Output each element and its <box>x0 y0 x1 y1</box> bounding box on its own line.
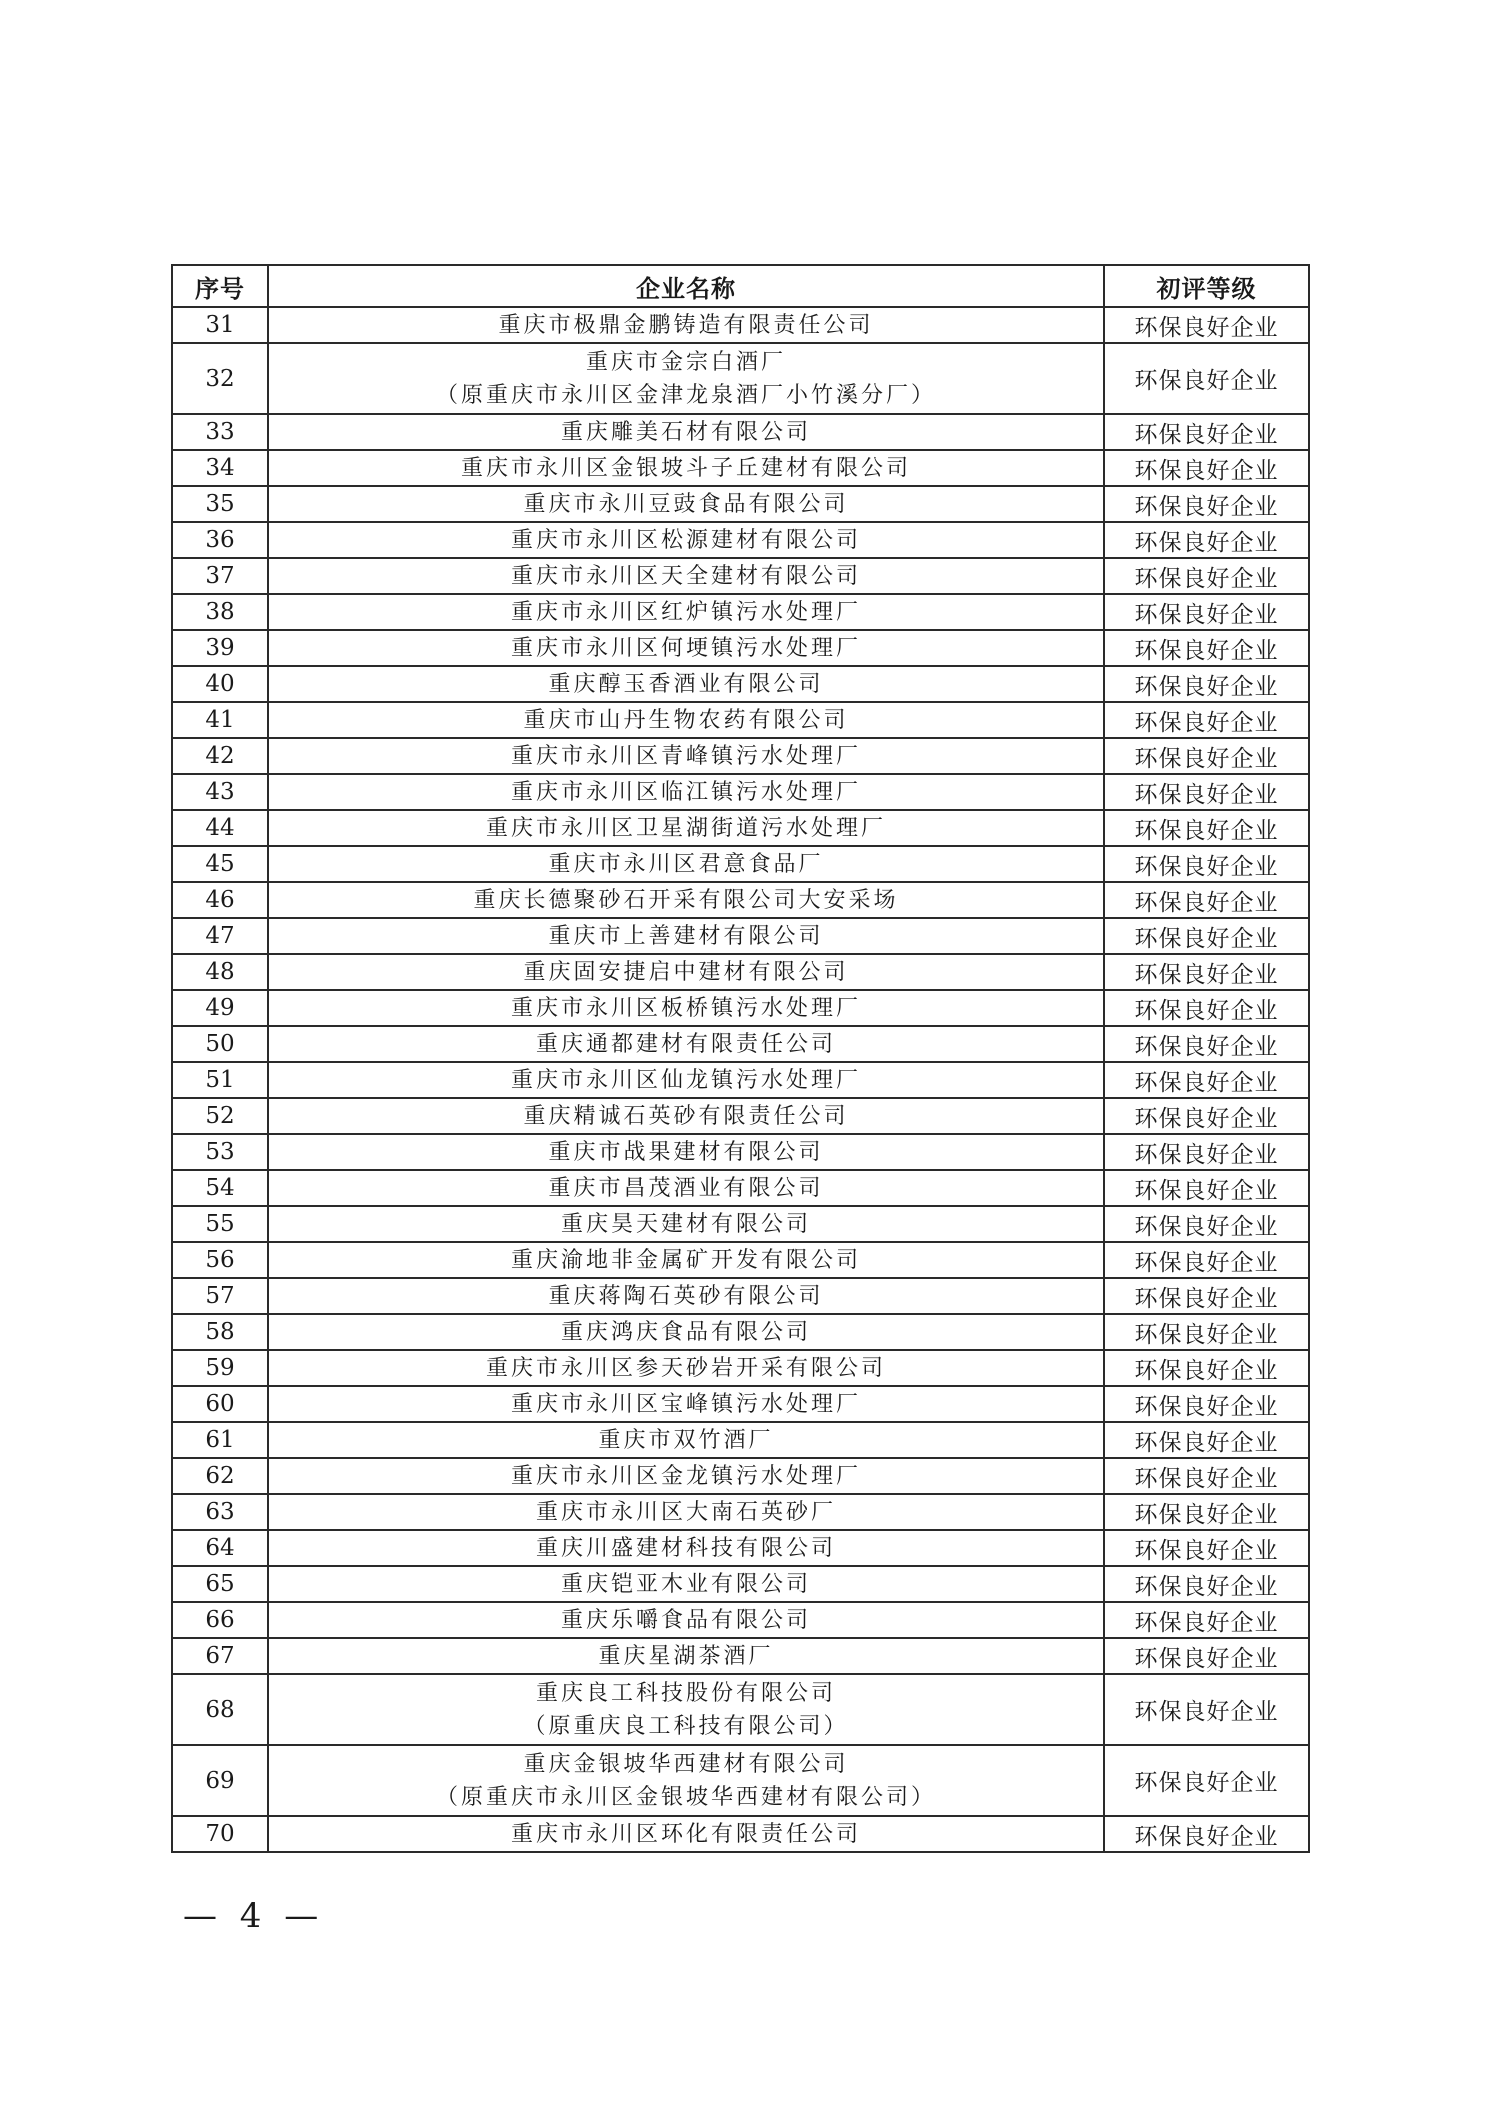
row-index: 64 <box>172 1530 268 1566</box>
row-grade: 环保良好企业 <box>1104 1350 1309 1386</box>
row-grade: 环保良好企业 <box>1104 1494 1309 1530</box>
row-enterprise-name <box>268 1602 1104 1638</box>
row-index: 67 <box>172 1638 268 1674</box>
row-enterprise-name <box>268 1530 1104 1566</box>
enterprise-name-line: 重庆市山丹生物农药有限公司 <box>523 707 849 733</box>
row-enterprise-name <box>268 918 1104 954</box>
row-index: 32 <box>172 343 268 414</box>
row-enterprise-name <box>268 1494 1104 1530</box>
row-index: 39 <box>172 630 268 666</box>
row-enterprise-name <box>268 1422 1104 1458</box>
enterprise-name-line: 重庆昊天建材有限公司 <box>560 1211 811 1237</box>
row-enterprise-name <box>268 1674 1104 1745</box>
row-enterprise-name <box>268 1170 1104 1206</box>
table-row <box>172 522 1309 558</box>
row-grade: 环保良好企业 <box>1104 1638 1309 1674</box>
enterprise-name-line: 重庆市永川区板桥镇污水处理厂 <box>510 995 861 1021</box>
enterprise-former-name-line: （原重庆市永川区金银坡华西建材有限公司） <box>435 1784 936 1810</box>
row-grade: 环保良好企业 <box>1104 1026 1309 1062</box>
row-grade: 环保良好企业 <box>1104 846 1309 882</box>
enterprise-name-line: 重庆市永川区何埂镇污水处理厂 <box>510 635 861 661</box>
header-grade: 初评等级 <box>1104 265 1309 307</box>
enterprise-name-line: 重庆市战果建材有限公司 <box>548 1139 824 1165</box>
row-enterprise-name <box>268 990 1104 1026</box>
enterprise-name-line: 重庆市极鼎金鹏铸造有限责任公司 <box>498 312 874 338</box>
page-number: — 4 — <box>183 1896 325 1936</box>
row-grade: 环保良好企业 <box>1104 702 1309 738</box>
row-grade: 环保良好企业 <box>1104 1314 1309 1350</box>
enterprise-name-line: 重庆市永川区天全建材有限公司 <box>510 563 861 589</box>
row-index: 56 <box>172 1242 268 1278</box>
row-grade: 环保良好企业 <box>1104 1602 1309 1638</box>
table-row <box>172 1422 1309 1458</box>
row-grade: 环保良好企业 <box>1104 1422 1309 1458</box>
enterprise-name-line: 重庆市永川区红炉镇污水处理厂 <box>510 599 861 625</box>
table-header-row <box>172 265 1309 307</box>
row-grade: 环保良好企业 <box>1104 414 1309 450</box>
row-grade: 环保良好企业 <box>1104 1134 1309 1170</box>
enterprise-name-line: 重庆市金宗白酒厂 <box>585 349 786 375</box>
row-index: 58 <box>172 1314 268 1350</box>
row-enterprise-name <box>268 1062 1104 1098</box>
row-index: 62 <box>172 1458 268 1494</box>
enterprise-name-line: 重庆通都建材有限责任公司 <box>535 1031 836 1057</box>
row-grade: 环保良好企业 <box>1104 918 1309 954</box>
row-index: 36 <box>172 522 268 558</box>
row-index: 33 <box>172 414 268 450</box>
table-row <box>172 1314 1309 1350</box>
row-enterprise-name <box>268 738 1104 774</box>
enterprise-name-line: 重庆金银坡华西建材有限公司 <box>523 1751 849 1777</box>
table-row <box>172 1745 1309 1816</box>
enterprise-name-line: 重庆市永川区仙龙镇污水处理厂 <box>510 1067 861 1093</box>
table-row <box>172 990 1309 1026</box>
table-row <box>172 702 1309 738</box>
row-enterprise-name <box>268 1314 1104 1350</box>
table-row <box>172 1638 1309 1674</box>
enterprise-name-line: 重庆渝地非金属矿开发有限公司 <box>510 1247 861 1273</box>
row-enterprise-name <box>268 522 1104 558</box>
enterprise-name-line: 重庆星湖茶酒厂 <box>598 1643 774 1669</box>
row-index: 35 <box>172 486 268 522</box>
row-enterprise-name <box>268 450 1104 486</box>
row-index: 53 <box>172 1134 268 1170</box>
table-row <box>172 846 1309 882</box>
enterprise-name-line: 重庆市永川区君意食品厂 <box>548 851 824 877</box>
enterprise-former-name-line: （原重庆良工科技有限公司） <box>523 1713 849 1739</box>
row-index: 61 <box>172 1422 268 1458</box>
row-index: 37 <box>172 558 268 594</box>
row-index: 50 <box>172 1026 268 1062</box>
row-grade: 环保良好企业 <box>1104 558 1309 594</box>
row-grade: 环保良好企业 <box>1104 1062 1309 1098</box>
row-enterprise-name <box>268 954 1104 990</box>
row-grade: 环保良好企业 <box>1104 738 1309 774</box>
row-grade: 环保良好企业 <box>1104 630 1309 666</box>
row-grade: 环保良好企业 <box>1104 486 1309 522</box>
row-enterprise-name <box>268 666 1104 702</box>
row-enterprise-name <box>268 1026 1104 1062</box>
row-index: 48 <box>172 954 268 990</box>
enterprise-name-line: 重庆市永川豆豉食品有限公司 <box>523 491 849 517</box>
row-enterprise-name <box>268 810 1104 846</box>
table-row <box>172 810 1309 846</box>
row-index: 52 <box>172 1098 268 1134</box>
enterprise-former-name-line: （原重庆市永川区金津龙泉酒厂小竹溪分厂） <box>435 382 936 408</box>
row-enterprise-name <box>268 1816 1104 1852</box>
table-row <box>172 666 1309 702</box>
row-enterprise-name <box>268 558 1104 594</box>
row-enterprise-name <box>268 1350 1104 1386</box>
table-row <box>172 954 1309 990</box>
row-index: 70 <box>172 1816 268 1852</box>
row-grade: 环保良好企业 <box>1104 594 1309 630</box>
row-enterprise-name <box>268 343 1104 414</box>
table-row <box>172 1458 1309 1494</box>
row-enterprise-name <box>268 846 1104 882</box>
enterprise-name-line: 重庆市永川区参天砂岩开采有限公司 <box>485 1355 886 1381</box>
header-index: 序号 <box>172 265 268 307</box>
row-index: 46 <box>172 882 268 918</box>
row-grade: 环保良好企业 <box>1104 1458 1309 1494</box>
enterprise-name-line: 重庆市永川区卫星湖街道污水处理厂 <box>485 815 886 841</box>
enterprise-name-line: 重庆铠亚木业有限公司 <box>560 1571 811 1597</box>
table-row <box>172 1098 1309 1134</box>
table-row <box>172 1026 1309 1062</box>
table-row <box>172 414 1309 450</box>
enterprise-name-line: 重庆川盛建材科技有限公司 <box>535 1535 836 1561</box>
enterprise-name-line: 重庆雕美石材有限公司 <box>560 419 811 445</box>
row-index: 60 <box>172 1386 268 1422</box>
enterprise-name-line: 重庆市永川区松源建材有限公司 <box>510 527 861 553</box>
table-row <box>172 1062 1309 1098</box>
row-enterprise-name <box>268 1566 1104 1602</box>
row-grade: 环保良好企业 <box>1104 1206 1309 1242</box>
enterprise-name-line: 重庆鸿庆食品有限公司 <box>560 1319 811 1345</box>
row-enterprise-name <box>268 1242 1104 1278</box>
enterprise-name-line: 重庆乐嚼食品有限公司 <box>560 1607 811 1633</box>
enterprise-name-line: 重庆市永川区青峰镇污水处理厂 <box>510 743 861 769</box>
row-grade: 环保良好企业 <box>1104 882 1309 918</box>
row-grade: 环保良好企业 <box>1104 666 1309 702</box>
row-index: 49 <box>172 990 268 1026</box>
row-enterprise-name <box>268 630 1104 666</box>
table-row <box>172 738 1309 774</box>
row-index: 43 <box>172 774 268 810</box>
row-grade: 环保良好企业 <box>1104 1816 1309 1852</box>
table-row <box>172 918 1309 954</box>
table-row <box>172 1278 1309 1314</box>
table-row <box>172 450 1309 486</box>
table-row <box>172 594 1309 630</box>
row-grade: 环保良好企业 <box>1104 1098 1309 1134</box>
table-row <box>172 307 1309 343</box>
row-enterprise-name <box>268 882 1104 918</box>
row-index: 54 <box>172 1170 268 1206</box>
enterprise-name-line: 重庆市双竹酒厂 <box>598 1427 774 1453</box>
row-grade: 环保良好企业 <box>1104 343 1309 414</box>
enterprise-name-line: 重庆固安捷启中建材有限公司 <box>523 959 849 985</box>
row-index: 44 <box>172 810 268 846</box>
row-enterprise-name <box>268 702 1104 738</box>
row-enterprise-name <box>268 1098 1104 1134</box>
enterprise-name-line: 重庆市永川区临江镇污水处理厂 <box>510 779 861 805</box>
table-row <box>172 1816 1309 1852</box>
header-name: 企业名称 <box>268 265 1104 307</box>
row-grade: 环保良好企业 <box>1104 1170 1309 1206</box>
table-row <box>172 1206 1309 1242</box>
row-index: 47 <box>172 918 268 954</box>
row-grade: 环保良好企业 <box>1104 1566 1309 1602</box>
table-row <box>172 1494 1309 1530</box>
row-index: 42 <box>172 738 268 774</box>
row-index: 66 <box>172 1602 268 1638</box>
row-grade: 环保良好企业 <box>1104 307 1309 343</box>
enterprise-name-line: 重庆市永川区金龙镇污水处理厂 <box>510 1463 861 1489</box>
table-row <box>172 1386 1309 1422</box>
table-row <box>172 486 1309 522</box>
table-row <box>172 1242 1309 1278</box>
enterprise-rating-table <box>171 264 1310 1853</box>
table-body <box>172 307 1309 1852</box>
table-row <box>172 1566 1309 1602</box>
row-index: 57 <box>172 1278 268 1314</box>
row-index: 69 <box>172 1745 268 1816</box>
table-row <box>172 1602 1309 1638</box>
row-grade: 环保良好企业 <box>1104 810 1309 846</box>
row-index: 63 <box>172 1494 268 1530</box>
row-index: 51 <box>172 1062 268 1098</box>
row-enterprise-name <box>268 1638 1104 1674</box>
table-row <box>172 1350 1309 1386</box>
row-grade: 环保良好企业 <box>1104 1278 1309 1314</box>
row-enterprise-name <box>268 1278 1104 1314</box>
row-enterprise-name <box>268 1458 1104 1494</box>
table-row <box>172 1530 1309 1566</box>
row-index: 59 <box>172 1350 268 1386</box>
enterprise-name-line: 重庆蒋陶石英砂有限公司 <box>548 1283 824 1309</box>
row-grade: 环保良好企业 <box>1104 1674 1309 1745</box>
row-grade: 环保良好企业 <box>1104 1530 1309 1566</box>
row-grade: 环保良好企业 <box>1104 1242 1309 1278</box>
row-enterprise-name <box>268 414 1104 450</box>
table-row <box>172 882 1309 918</box>
row-grade: 环保良好企业 <box>1104 990 1309 1026</box>
row-enterprise-name <box>268 1745 1104 1816</box>
table-row <box>172 558 1309 594</box>
row-enterprise-name <box>268 1134 1104 1170</box>
row-grade: 环保良好企业 <box>1104 774 1309 810</box>
row-index: 55 <box>172 1206 268 1242</box>
row-enterprise-name <box>268 307 1104 343</box>
table-row <box>172 1674 1309 1745</box>
enterprise-name-line: 重庆良工科技股份有限公司 <box>535 1680 836 1706</box>
enterprise-name-line: 重庆市永川区大南石英砂厂 <box>535 1499 836 1525</box>
enterprise-name-line: 重庆市永川区金银坡斗子丘建材有限公司 <box>460 455 911 481</box>
enterprise-name-line: 重庆市昌茂酒业有限公司 <box>548 1175 824 1201</box>
row-enterprise-name <box>268 486 1104 522</box>
row-index: 41 <box>172 702 268 738</box>
row-index: 31 <box>172 307 268 343</box>
table-row <box>172 630 1309 666</box>
table-row <box>172 1170 1309 1206</box>
enterprise-name-line: 重庆市永川区环化有限责任公司 <box>510 1821 861 1847</box>
row-enterprise-name <box>268 774 1104 810</box>
row-index: 40 <box>172 666 268 702</box>
enterprise-name-line: 重庆市上善建材有限公司 <box>548 923 824 949</box>
table-row <box>172 774 1309 810</box>
row-grade: 环保良好企业 <box>1104 1386 1309 1422</box>
row-index: 38 <box>172 594 268 630</box>
row-index: 68 <box>172 1674 268 1745</box>
row-index: 34 <box>172 450 268 486</box>
row-grade: 环保良好企业 <box>1104 450 1309 486</box>
row-grade: 环保良好企业 <box>1104 522 1309 558</box>
enterprise-name-line: 重庆精诚石英砂有限责任公司 <box>523 1103 849 1129</box>
enterprise-name-line: 重庆市永川区宝峰镇污水处理厂 <box>510 1391 861 1417</box>
row-grade: 环保良好企业 <box>1104 954 1309 990</box>
row-enterprise-name <box>268 1386 1104 1422</box>
row-index: 65 <box>172 1566 268 1602</box>
row-enterprise-name <box>268 594 1104 630</box>
table-row <box>172 343 1309 414</box>
enterprise-name-line: 重庆长德聚砂石开采有限公司大安采场 <box>473 887 899 913</box>
row-index: 45 <box>172 846 268 882</box>
enterprise-name-line: 重庆醇玉香酒业有限公司 <box>548 671 824 697</box>
row-enterprise-name <box>268 1206 1104 1242</box>
table-row <box>172 1134 1309 1170</box>
row-grade: 环保良好企业 <box>1104 1745 1309 1816</box>
